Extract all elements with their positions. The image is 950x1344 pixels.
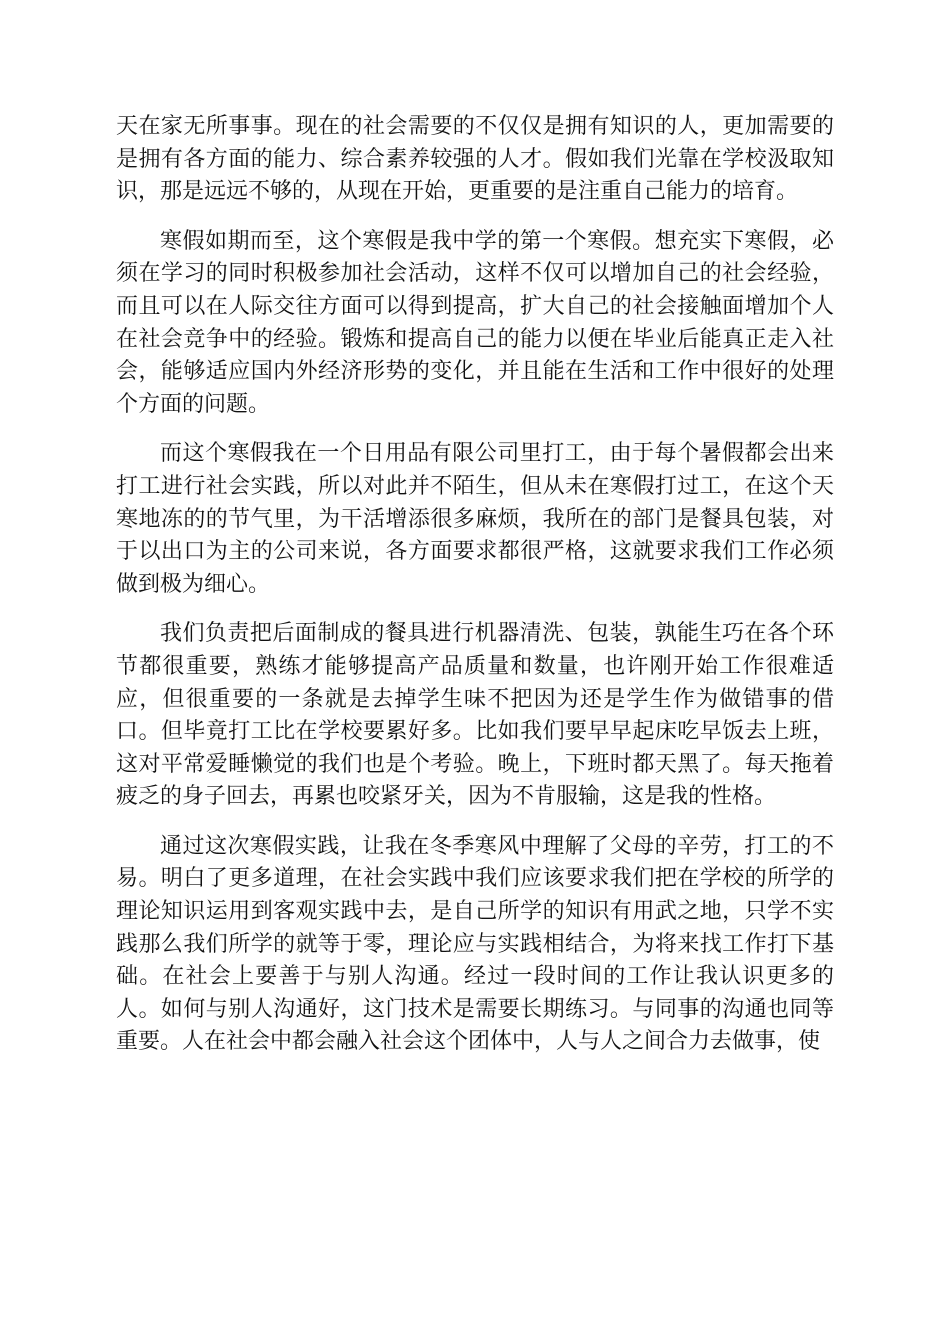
- paragraph-1: 天在家无所事事。现在的社会需要的不仅仅是拥有知识的人，更加需要的是拥有各方面的能力、综合素养较强的人才。假如我们光靠在学校汲取知识，那是远远不够的，从现在开始，更重要的是注重自己能力的培育。: [116, 114, 834, 205]
- paragraph-5: 通过这次寒假实践，让我在冬季寒风中理解了父母的辛劳，打工的不易。明白了更多道理，在社会实践中我们应该要求我们把在学校的所学的理论知识运用到客观实践中去，是自己所学的知识有用武之地，只学不实践那么我们所学的就等于零，理论应与实践相结合，为将来找工作打下基础。在社会上要善于与别人沟通。经过一段时间的工作让我认识更多的人。如何与别人沟通好，这门技术是需要长期练习。与同事的沟通也同等重要。人在社会中都会融入社会这个团体中，人与人之间合力去做事，使: [116, 833, 834, 1055]
- paragraph-2: 寒假如期而至，这个寒假是我中学的第一个寒假。想充实下寒假，必须在学习的同时积极参加社会活动，这样不仅可以增加自己的社会经验，而且可以在人际交往方面可以得到提高，扩大自己的社会接触面增加个人在社会竞争中的经验。锻炼和提高自己的能力以便在毕业后能真正走入社会，能够适应国内外经济形势的变化，并且能在生活和工作中很好的处理个方面的问题。: [116, 228, 834, 417]
- paragraph-3: 而这个寒假我在一个日用品有限公司里打工，由于每个暑假都会出来打工进行社会实践，所以对此并不陌生，但从未在寒假打过工，在这个天寒地冻的的节气里，为干活增添很多麻烦，我所在的部门是餐具包装，对于以出口为主的公司来说，各方面要求都很严格，这就要求我们工作必须做到极为细心。: [116, 441, 834, 597]
- document-page: [116, 111, 834, 1076]
- paragraph-4: 我们负责把后面制成的餐具进行机器清洗、包装，孰能生巧在各个环节都很重要，熟练才能够提高产品质量和数量，也许刚开始工作很难适应，但很重要的一条就是去掉学生味不把因为还是学生作为做错事的借口。但毕竟打工比在学校要累好多。比如我们要早早起床吃早饭去上班，这对平常爱睡懒觉的我们也是个考验。晚上，下班时都天黑了。每天拖着疲乏的身子回去，再累也咬紧牙关，因为不肯服输，这是我的性格。: [116, 621, 834, 810]
